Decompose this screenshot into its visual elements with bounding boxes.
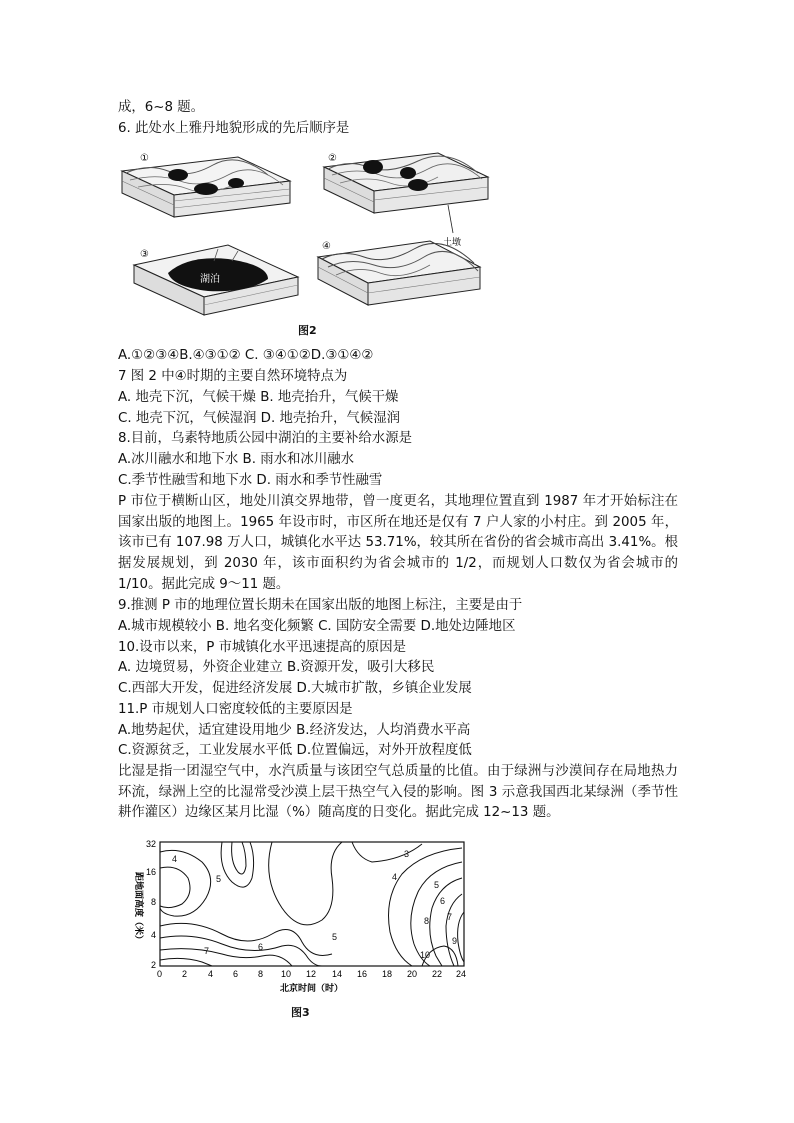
question-8-options-cd: C.季节性融雪和地下水 D. 雨水和季节性融雪 — [118, 473, 383, 488]
figure-2-yardang-diagram — [118, 145, 503, 345]
question-10-options-ab: A. 边境贸易，外资企业建立 B.资源开发，吸引大移民 — [118, 660, 435, 675]
block-4 — [318, 241, 480, 305]
contour-label: 3 — [404, 849, 410, 859]
question-7-options-cd: C. 地壳下沉，气候湿润 D. 地壳抬升，气候湿润 — [118, 411, 400, 426]
y-tick-16: 16 — [146, 867, 157, 877]
question-11: 11.P 市规划人口密度较低的主要原因是 — [118, 702, 353, 717]
block-3-label: ③ — [140, 249, 149, 260]
y-tick-4: 4 — [151, 930, 157, 940]
block-2 — [324, 153, 488, 248]
x-tick: 0 — [157, 969, 163, 979]
x-tick: 20 — [407, 969, 418, 979]
question-7-options-ab: A. 地壳下沉，气候干燥 B. 地壳抬升，气候干燥 — [118, 390, 399, 405]
block-4-label: ④ — [322, 241, 331, 252]
question-8-options-ab: A.冰川融水和地下水 B. 雨水和冰川融水 — [118, 452, 354, 467]
question-10: 10.设市以来，P 市城镇化水平迅速提高的原因是 — [118, 640, 407, 655]
x-ticks — [157, 969, 466, 979]
figure-2-caption: 图2 — [298, 324, 317, 337]
question-9-options: A.城市规模较小 B. 地名变化频繁 C. 国防安全需要 D.地处边陲地区 — [118, 619, 516, 634]
question-10-options-cd: C.西部大开发，促进经济发展 D.大城市扩散，乡镇企业发展 — [118, 681, 472, 696]
intro-tail: 成，6~8 题。 — [118, 100, 205, 115]
humidity-passage: 比湿是指一团湿空气中，水汽质量与该团空气总质量的比值。由于绿洲与沙漠间存在局地热力环流，绿洲上空的比湿常受沙漠上层干热空气入侵的影响。图 3 示意我国西北某绿洲（季节性耕作灌区）边缘区某月比湿（%）随高度的日变化。据此完成 12~13 题。 — [118, 764, 678, 821]
question-9: 9.推测 P 市的地理位置长期未在国家出版的地图上标注，主要是由于 — [118, 598, 523, 613]
contour-label: 9 — [452, 936, 458, 946]
question-7: 7 图 2 中④时期的主要自然环境特点为 — [118, 369, 348, 384]
x-tick: 14 — [332, 969, 343, 979]
y-ticks — [146, 839, 156, 970]
contour-label: 4 — [172, 854, 178, 864]
figure-3-contour-chart — [122, 838, 474, 998]
contour-label: 5 — [216, 874, 222, 884]
contour-label: 4 — [392, 872, 398, 882]
x-tick: 6 — [233, 969, 239, 979]
p-city-passage: P 市位于横断山区，地处川滇交界地带，曾一度更名，其地理位置直到 1987 年才开始标注在国家出版的地图上。1965 年设市时，市区所在地还是仅有 7 户人家的小村庄。到 2005 年，该市已有 107.98 万人口，城镇化水平达 53.71%，较其所在省份的省会城市高出 3.41%。根据发展规划，到 2030 年，该市面积约为省会城市的 1/2，而规划人口数仅为省会城市的 1/10。据此完成 9～11 题。 — [118, 494, 678, 592]
lake-label: 湖泊 — [200, 274, 220, 285]
x-tick: 22 — [432, 969, 443, 979]
x-tick: 10 — [281, 969, 292, 979]
x-tick: 4 — [208, 969, 214, 979]
y-tick-8: 8 — [151, 897, 157, 907]
contour-label: 7 — [447, 912, 453, 922]
question-11-options-cd: C.资源贫乏，工业发展水平低 D.位置偏远，对外开放程度低 — [118, 743, 472, 758]
block-1-label: ① — [140, 153, 149, 164]
x-tick: 18 — [382, 969, 393, 979]
y-axis-label: 距地面高度（米） — [133, 872, 143, 945]
contour-label: 5 — [332, 932, 338, 942]
contour-label: 5 — [434, 880, 440, 890]
question-6-options: A.①②③④B.④③①② C. ③④①②D.③①④② — [118, 348, 374, 363]
y-tick-2: 2 — [151, 960, 157, 970]
contour-label: 6 — [258, 942, 264, 952]
figure-3-caption: 图3 — [291, 1006, 310, 1019]
block-1 — [122, 153, 290, 217]
block-2-label: ② — [328, 153, 337, 164]
y-tick-32: 32 — [146, 839, 157, 849]
x-tick: 8 — [258, 969, 264, 979]
contour-label: 10 — [420, 950, 431, 960]
mound-label: 土墩 — [443, 238, 462, 248]
contour-label: 7 — [204, 946, 210, 956]
x-tick: 16 — [357, 969, 368, 979]
question-6: 6. 此处水上雅丹地貌形成的先后顺序是 — [118, 121, 350, 136]
contour-label: 6 — [440, 896, 446, 906]
question-11-options-ab: A.地势起伏，适宜建设用地少 B.经济发达，人均消费水平高 — [118, 723, 471, 738]
x-axis-label: 北京时间（时） — [280, 984, 344, 994]
contour-label: 8 — [424, 916, 430, 926]
block-3 — [134, 245, 298, 315]
x-tick: 12 — [306, 969, 317, 979]
question-8: 8.目前，乌素特地质公园中湖泊的主要补给水源是 — [118, 431, 412, 446]
x-tick: 24 — [456, 969, 467, 979]
x-tick: 2 — [182, 969, 188, 979]
